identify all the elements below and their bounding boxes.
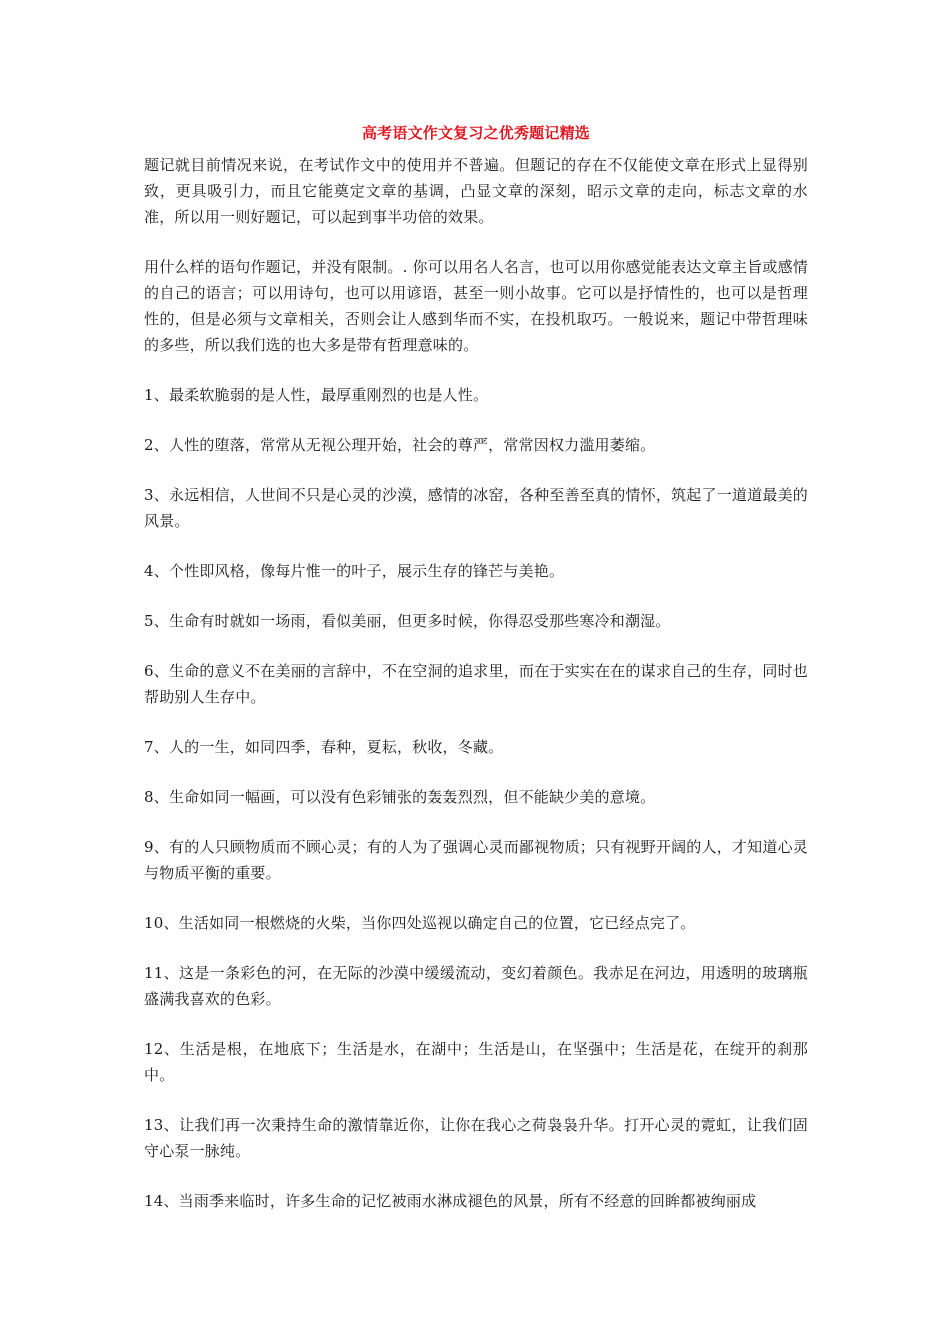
intro-paragraph: 题记就目前情况来说，在考试作文中的使用并不普遍。但题记的存在不仅能使文章在形式上显得别致，更具吸引力，而且它能奠定文章的基调，凸显文章的深刻，昭示文章的走向，标志文章的水准，所以用一则好题记，可以起到事半功倍的效果。 xyxy=(144,156,808,226)
list-item: 4、个性即风格，像每片惟一的叶子，展示生存的锋芒与美艳。 xyxy=(144,562,565,580)
list-item: 2、人性的堕落，常常从无视公理开始，社会的尊严，常常因权力滥用萎缩。 xyxy=(144,436,656,454)
list-item: 6、生命的意义不在美丽的言辞中，不在空洞的追求里，而在于实实在在的谋求自己的生存，同时也帮助别人生存中。 xyxy=(144,662,808,706)
list-item: 1、最柔软脆弱的是人性，最厚重刚烈的也是人性。 xyxy=(144,386,489,404)
intro-paragraph: 用什么样的语句作题记，并没有限制。. 你可以用名人名言，也可以用你感觉能表达文章主旨或感情的自己的语言；可以用诗句，也可以用谚语，甚至一则小故事。它可以是抒情性的，也可以是哲理性的，但是必须与文章相关，否则会让人感到华而不实，在投机取巧。一般说来，题记中带哲理味的多些，所以我们选的也大多是带有哲理意味的。 xyxy=(144,258,808,354)
list-item: 12、生活是根，在地底下；生活是水，在湖中；生活是山，在坚强中；生活是花，在绽开的刹那中。 xyxy=(144,1040,808,1084)
list-item: 11、这是一条彩色的河，在无际的沙漠中缓缓流动，变幻着颜色。我赤足在河边，用透明的玻璃瓶盛满我喜欢的色彩。 xyxy=(144,964,808,1008)
list-item: 3、永远相信，人世间不只是心灵的沙漠，感情的冰窑，各种至善至真的情怀，筑起了一道道最美的风景。 xyxy=(144,486,808,530)
document-title: 高考语文作文复习之优秀题记精选 xyxy=(361,124,590,142)
list-item: 5、生命有时就如一场雨，看似美丽，但更多时候，你得忍受那些寒冷和潮湿。 xyxy=(144,612,671,630)
list-item: 7、人的一生，如同四季，春种，夏耘，秋收，冬藏。 xyxy=(144,738,504,756)
list-item: 8、生命如同一幅画，可以没有色彩铺张的轰轰烈烈，但不能缺少美的意境。 xyxy=(144,788,656,806)
list-item: 14、当雨季来临时，许多生命的记忆被雨水淋成褪色的风景，所有不经意的回眸都被绚丽成 xyxy=(144,1192,757,1210)
list-item: 9、有的人只顾物质而不顾心灵；有的人为了强调心灵而鄙视物质；只有视野开阔的人，才知道心灵与物质平衡的重要。 xyxy=(144,838,808,882)
document-content xyxy=(144,120,808,1238)
list-item: 10、生活如同一根燃烧的火柴，当你四处巡视以确定自己的位置，它已经点完了。 xyxy=(144,914,696,932)
list-item: 13、让我们再一次秉持生命的激情靠近你，让你在我心之荷袅袅升华。打开心灵的霓虹，让我们固守心泵一脉纯。 xyxy=(144,1116,808,1160)
